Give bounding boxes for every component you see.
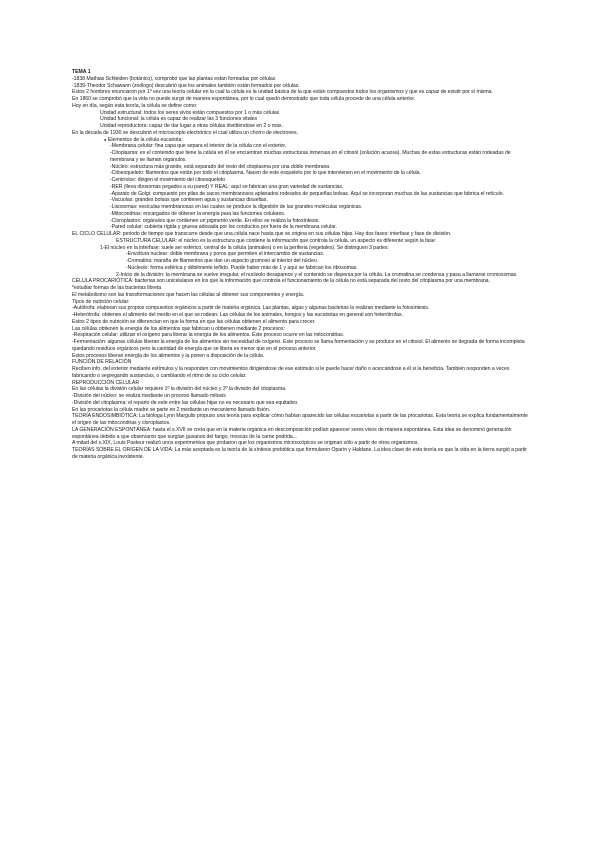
document-line: -Autótrofa: elaboran sus propios compuestos orgánicos a partir de materia orgánica. Las plantas, algas y algunas bacterias la realizan mediante la fotosíntesis.	[72, 305, 430, 312]
document-line: Estos procesos liberan energía de los alimentos y la ponen a disposición de la célula.	[72, 352, 265, 359]
document-line: Estos 2 hombres enunciaron por 1º vez una teoría celular en la cual la célula es la unidad básica de la que están compuestos todos los organismos y que es capaz de existir por sí misma.	[72, 89, 493, 96]
document-line: -Aparato de Golgi: compuesto por pilas de sacos membranosos aplanados rodeados de pequeñas bolsas. Aquí se incorporan muchas de las sustancias que fabrica el retículo.	[110, 190, 504, 197]
document-line: -Cromatina: maraña de filamentos que dan un aspecto grumoso al interior del núcleo.	[126, 258, 319, 264]
document-line: -División del núcleo: se realiza mediante un proceso llamado mitosis	[72, 393, 226, 399]
document-line: 2-Inicio de la división: la membrana se vuelve irregular, el nucleolo desaparece y el contenido se dispersa por la célula. La cromatina se condensa y pasa a llamarse cromosomas.	[116, 271, 518, 278]
document-line: EL CICLO CELULAR: periodo de tiempo que transcurre desde que una célula nace hasta que se origina en sus células hijas. Hay dos fases: interfase y fase de división.	[72, 231, 452, 237]
document-line: El metabolismo son las transformaciones que hacen las células al obtener sus componentes y energía.	[72, 291, 305, 298]
document-line: -Fermentación: algunas células liberan la energía de los alimentos sin necesidad de oxígeno. Este proceso se llama fermentación y se produce en el citosol. El alimento se degrada de forma incompleta quedando residuos orgánicos pero la cantidad de energía que se libera es menor que en el proceso anterior.	[72, 339, 525, 352]
document-line: Unidad funcional: la célula es capaz de realizar las 3 funciones vitales	[100, 116, 258, 123]
document-line: -Núcleo: estructura más grande, está separado del resto del citoplasma por una doble membrana	[110, 163, 330, 170]
document-line: En las células la división celular requiere 1º la división del núcleo y 2º la división del citoplasma.	[72, 386, 287, 393]
document-line: REPRODUCCIÓN CELULAR	[72, 379, 140, 386]
document-line: Reciben info. del exterior mediante estímulos y la responden con movimientos dirigiéndose de ese estímulo si le puede hacer daño o acercándose a él si la beneficia. También responden a veces fabricando o segregando sustancias, o cambiando el ritmo de su ciclo celular.	[72, 366, 510, 379]
document-line: -División del citoplasma: el reparto de este entre las células hijas no es necesario que sea equitativo.	[72, 399, 299, 406]
document-line: -Pared celular: cubierta rígida y gruesa adosada por los conductos por fuera de la membrana celular.	[110, 224, 337, 231]
document-line: LA GENERACIÓN ESPONTÁNEA: hasta el s.XVII se creía que en la materia orgánica en descomposición podían aparecer seres vivos de manera espontánea. Esta idea se denominó generación espontánea debido a que observaron que surgían gusanos del fango, moscas de la carne podrida...	[72, 426, 512, 440]
document-line: TEORÍA ENDOSIMBIÓTICA: La bióloga Lynn Margulis propuso una teoría para explicar cómo habían aparecido las células eucariotas a partir de las procariotas. Esta teoría se explica fundamentalmente el origen de las mitocondrias y cloroplastos.	[72, 413, 528, 426]
document-line: -1838 Mathias Schleiden (botánico), comprobó que las plantas están formadas por células	[72, 75, 276, 82]
document-line: -Cloroplastos: orgánulos que contienen un pigmento verde. En ellos se realiza la fotosíntesis.	[110, 217, 320, 224]
document-line: *estudiar formas de las bacterias libreta	[72, 285, 162, 291]
document-line: -Citoesqueleto: filamentos que están por todo el citoplasma. Nacen de este esqueleto por lo que intervienen en el movimiento de la célula.	[110, 170, 421, 177]
document-line: -Heterótrofa: obtienen el alimento del medio en el que se rodean. Las células de los animales, hongos y las eucariotas en general son heterótrofas.	[72, 312, 403, 318]
document-line: -Lisosomas: vesículas membranosas en las cuales se produce la digestión de las grandes moléculas orgánicas.	[110, 204, 363, 210]
document-line: -Citoplasma: es el contenido que tiene la célula en él se encuentran muchas estructuras inmersas en el citosol (solución acuosa). Muchas de estas estructuras están rodeadas de membrana y se llaman orgánulos.	[110, 150, 511, 163]
document-line: -Nucleolo: forma esférica y débilmente teñido. Puede haber más de 1 y aquí se fabrican los ribosomas.	[126, 264, 358, 271]
document-line: 1-El núcleo en la interfase: suele ser esférico, central de la célula (animales) o en la periferia (vegetales). Se distinguen 3 partes:	[100, 244, 389, 251]
document-line: -Mitocondrias: encargados de obtener la energía para las funciones celulares.	[110, 210, 286, 217]
document-line: Estos 2 tipos de nutrición se diferencian en que la forma en que las células obtienen el alimento para crecer.	[72, 318, 316, 325]
document-line: ● Elementos de la célula eucariota:	[72, 137, 530, 144]
document-line: -Membrana celular: fina capa que separa el interior de la célula con el exterior.	[110, 143, 287, 150]
document-line: Unidad estructural: todos los seres vivos están compuestos por 1 o más células	[100, 109, 280, 116]
document-line: -Centríolos: dirigen el movimiento del citoesqueleto	[110, 177, 226, 183]
document-line: ESTRUCTURA CELULAR: el núcleo es la estructura que contiene la información que controla la célula, un aspecto es diferente según la fase:	[116, 237, 437, 244]
document-line: -Respiración celular: utilizan el oxígeno para liberar la energía de los alimentos. Este proceso ocurre en las mitocondrias.	[72, 332, 345, 339]
document-line: TEORÍAS SOBRE EL ORIGEN DE LA VIDA: La más aceptada es la teoría de la síntesis prebiótica que formularon Oparín y Haldane. La idea clave de esta teoría es que la vida en la tierra surgió a partir de materia orgánica inexistente.	[72, 447, 527, 460]
document-line: TEMA 1	[72, 69, 91, 75]
document-line: -RER (lleva ribosomas pegados a su pared) Y REAL: aquí se fabrican una gran variedad de sustancias.	[110, 183, 344, 190]
document-line: -Envoltura nuclear: doble membrana y poros que permiten el intercambio de sustancias.	[126, 251, 325, 258]
document-line: A mitad del s.XIX, Louis Pasteur realizó unos experimentos que probaron que los organismos microscópicos se originan sólo a partir de otros organismos.	[72, 440, 419, 447]
document-line: -Vacuolas: grandes bolsas que contienen agua y sustancias disueltas.	[110, 197, 268, 204]
document-line: En las procariotas la célula madre se parte en 2 mediante un mecanismo llamado fisión.	[72, 406, 271, 413]
document-line: Hoy en día, según esta teoría, la célula se define como:	[72, 102, 198, 109]
document-line: En 1860 se comprobó que la vida no puede surgir de manera espontánea, por lo cual quedó demostrado que toda célula procede de una célula anterior.	[72, 96, 416, 102]
document-line: Unidad reproductora: capaz de dar lugar a otras células dividiéndose en 2 o más.	[100, 123, 283, 129]
document-line: FUNCIÓN DE RELACIÓN	[72, 359, 132, 366]
document-page	[72, 69, 530, 461]
document-line: CÉLULA PROCARIÓTICA: bacterias son unicelulares en los que la información que controla el funcionamiento de la célula no está separada del resto del citoplasma por una membrana.	[72, 278, 490, 285]
document-line: -1839-Theodor Schawann (zoólogo) descubrió que los animales también están formados por células.	[72, 82, 300, 89]
document-line: Tipos de nutrición celular:	[72, 298, 130, 305]
document-line: En la década de 1930 se descubrió el microscopio electrónico el cual utiliza un chorro de electrones.	[72, 129, 298, 136]
document-line: Las células obtienen la energía de los alimentos que fabrican u obtienen mediante 2 procesos:	[72, 325, 285, 332]
